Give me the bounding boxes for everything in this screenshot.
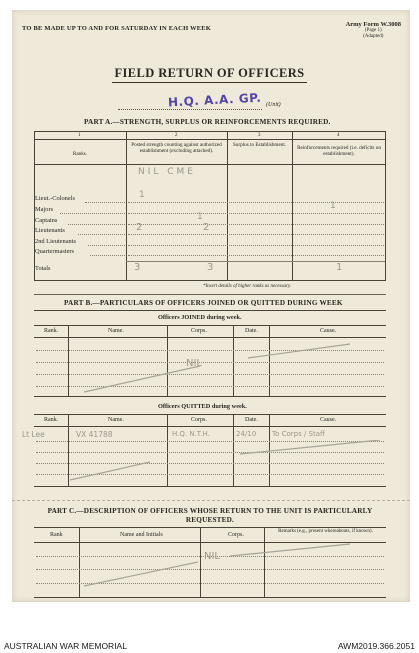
pencil-strike-quitted xyxy=(60,440,390,485)
part-a-right-border xyxy=(385,131,386,280)
pencil-joined-nil: NIL xyxy=(186,358,203,369)
footer-credit: AUSTRALIAN WAR MEMORIAL xyxy=(4,641,127,651)
part-a-title: PART A.—STRENGTH, SURPLUS OR REINFORCEMENTS REQUIRED. xyxy=(84,118,331,126)
pencil-quitted-date: 24/10 xyxy=(236,430,257,438)
col-header-ranks: Ranks. xyxy=(72,151,88,157)
row-leader xyxy=(90,255,125,256)
pencil-strike-part-c xyxy=(80,540,380,590)
joined-header-bottom xyxy=(34,337,386,338)
row-leader xyxy=(85,202,125,203)
quitted-col-rank: Rank. xyxy=(44,417,59,423)
part-a-bottom-rule xyxy=(34,280,386,281)
pencil-lt-col-posted: 1 xyxy=(139,190,145,200)
rank-quartermasters: Quartermasters xyxy=(35,248,75,255)
totals-label: Totals xyxy=(35,265,51,272)
form-number: Army Form W.3008 xyxy=(345,21,401,28)
footer-accession-number: AWM2019.366.2051 xyxy=(337,641,415,651)
row-leader xyxy=(88,245,125,246)
quitted-col-cause: Cause. xyxy=(320,417,337,423)
pencil-lieutenants-posted: 2 xyxy=(136,222,143,233)
section-separator xyxy=(34,294,386,295)
pencil-totals-posted-b: 3 xyxy=(207,262,214,273)
fold-line xyxy=(12,500,410,501)
row-rule xyxy=(128,255,384,256)
quitted-title: Officers QUITTED during week. xyxy=(158,403,247,410)
col-header-reinforcements: Reinforcements required (i.e. deficits on establishment). xyxy=(297,145,381,157)
pencil-totals-reinf: 1 xyxy=(336,262,343,273)
pencil-captains-posted: 1 xyxy=(197,212,203,222)
unit-stamp: H.Q. A.A. GP. xyxy=(167,90,262,110)
pencil-quitted-cause: To Corps / Staff xyxy=(272,430,325,438)
part-a-col-divider-3 xyxy=(292,131,293,280)
part-c-col-name: Name and Initials xyxy=(120,532,163,538)
unit-dotted-line xyxy=(118,109,262,110)
part-c-col-corps: Corps. xyxy=(228,532,244,538)
part-c-bottom-rule xyxy=(34,597,386,598)
rank-majors: Majors xyxy=(35,206,54,213)
part-a-col-divider-2 xyxy=(227,131,228,280)
part-a-col-divider-1 xyxy=(126,131,127,280)
row-rule xyxy=(128,224,384,225)
form-number-block xyxy=(346,21,401,40)
quitted-col-date: Date. xyxy=(245,417,258,423)
quitted-col-name: Name. xyxy=(108,417,124,423)
pencil-majors-reinf: 1 xyxy=(330,201,336,211)
form-adapted: (Adapted) xyxy=(363,34,384,39)
form-page: (Page 1) xyxy=(364,28,382,33)
totals-rule xyxy=(126,261,385,262)
col-header-surplus: Surplus to Establishment. xyxy=(232,142,287,148)
row-rule xyxy=(128,245,384,246)
joined-title: Officers JOINED during week. xyxy=(158,314,242,321)
rank-2nd-lieutenants: 2nd Lieutenants xyxy=(35,238,76,245)
row-leader xyxy=(68,224,125,225)
quitted-header-bottom xyxy=(34,426,386,427)
col-number-2: 2 xyxy=(175,133,178,138)
joined-col-name: Name. xyxy=(108,328,124,334)
part-b-top-rule xyxy=(34,310,386,311)
part-c-top-rule xyxy=(34,527,386,528)
row-leader xyxy=(78,234,125,235)
pencil-quitted-name: VX 41788 xyxy=(76,430,113,439)
col-number-1: 1 xyxy=(78,133,81,138)
row-rule xyxy=(128,202,384,203)
col-number-4: 4 xyxy=(337,133,340,138)
part-a-top-rule xyxy=(34,131,386,132)
quitted-col-corps: Corps. xyxy=(191,417,207,423)
part-b-title: PART B.—PARTICULARS OF OFFICERS JOINED OR QUITTED DURING WEEK xyxy=(64,299,343,307)
pencil-heading: NIL CME xyxy=(138,167,196,177)
unit-label: (Unit) xyxy=(266,102,281,108)
pencil-part-c-nil: NIL xyxy=(204,551,221,562)
pencil-lieutenants-posted-b: 2 xyxy=(203,222,210,233)
joined-col-date: Date. xyxy=(245,328,258,334)
rank-lieut-colonels: Lieut.-Colonels xyxy=(35,195,75,202)
col-number-3: 3 xyxy=(258,133,261,138)
row-rule xyxy=(128,234,384,235)
part-c-col-rank: Rank xyxy=(50,532,63,538)
joined-header-top xyxy=(34,325,386,326)
title-underline xyxy=(112,82,307,83)
joined-col-corps: Corps. xyxy=(191,328,207,334)
pencil-strike-joined xyxy=(80,340,380,400)
rank-captains: Captains xyxy=(35,217,58,224)
pencil-totals-posted: 3 xyxy=(134,262,141,273)
part-a-header-rule xyxy=(34,164,386,165)
rank-lieutenants: Lieutenants xyxy=(35,227,65,234)
form-title: FIELD RETURN OF OFFICERS xyxy=(114,66,305,80)
quitted-header-top xyxy=(34,414,386,415)
row-rule xyxy=(128,213,384,214)
col-header-posted: Posted strength counting against authorized establishment (excluding attached). xyxy=(131,142,222,154)
part-c-title: PART C.—DESCRIPTION OF OFFICERS WHOSE RETURN TO THE UNIT IS PARTICULARLY REQUESTED. xyxy=(47,507,373,524)
header-instruction: TO BE MADE UP TO AND FOR SATURDAY IN EACH WEEK xyxy=(22,25,212,32)
quitted-bottom-rule xyxy=(34,486,386,487)
part-a-number-rule xyxy=(34,139,386,140)
pencil-quitted-corps: H.Q. N.T.H. xyxy=(172,430,210,438)
row-leader xyxy=(60,213,125,214)
joined-col-rank: Rank. xyxy=(44,328,59,334)
part-c-col-remarks: Remarks (e.g., present whereabouts, if known). xyxy=(278,529,373,534)
pencil-quitted-rank: Lt Lee xyxy=(22,430,45,439)
joined-col-cause: Cause. xyxy=(320,328,337,334)
part-a-footnote: *Insert details of higher ranks as necessary. xyxy=(203,284,292,289)
